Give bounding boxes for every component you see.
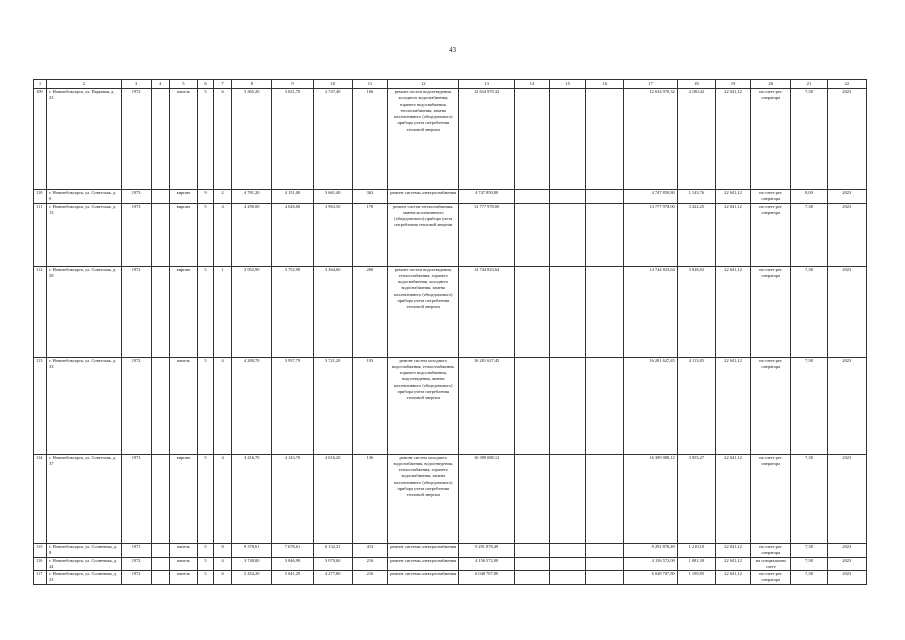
works-cell: ремонт систем холодного водоснабжения, теплоснабжения, горячего водоснабжения, водоотведения, замена коллективного (общедомового) прибора учета потребления тепловой энергии <box>388 357 459 454</box>
fund-method-cell: на счете рег. оператора <box>751 571 791 585</box>
total-area-cell: 3 952,90 <box>232 266 272 357</box>
living-area-cell: 4 143,70 <box>272 454 313 543</box>
floors-cell: 5 <box>197 266 213 357</box>
col21-cell: 7,38 <box>791 571 827 585</box>
column-number: 19 <box>715 80 750 89</box>
wall-material-cell: панель <box>169 357 197 454</box>
fund-cost-cell: 4 156 572,00 <box>624 557 677 571</box>
col15-cell <box>549 203 585 266</box>
entrances-cell: 8 <box>214 543 232 557</box>
completion-year-cell: 2023 <box>827 571 866 585</box>
cost-per-sqm-cell: 3 422,25 <box>677 203 715 266</box>
residents-cell: 362 <box>352 190 387 204</box>
table-row <box>34 89 867 190</box>
column-number: 5 <box>169 80 197 89</box>
wall-material-cell: панель <box>169 543 197 557</box>
table-row <box>34 190 867 204</box>
col4-cell <box>151 203 169 266</box>
cost-per-sqm-cell: 3 955,27 <box>677 454 715 543</box>
col14-cell <box>514 454 549 543</box>
works-cell: ремонт систем водоотведения, теплоснабжения, горячего водоснабжения, холодного водоснабжения, замена коллективного (общедомового) прибора учета потребления тепловой энергии <box>388 266 459 357</box>
build-year-cell: 1973 <box>121 190 151 204</box>
wall-material-cell: панель <box>169 571 197 585</box>
living-area-cell: 3 957,79 <box>272 357 313 454</box>
cost-per-sqm-cell: 4 180,42 <box>677 89 715 190</box>
fund-method-cell: на счете рег. оператора <box>751 190 791 204</box>
register-table <box>33 79 867 585</box>
column-number: 10 <box>313 80 352 89</box>
col21-cell: 7,38 <box>791 557 827 571</box>
entrances-cell: 4 <box>214 454 232 543</box>
total-area-cell: 5 454,20 <box>232 571 272 585</box>
cost-per-sqm-cell: 1 143,76 <box>677 190 715 204</box>
build-year-cell: 1972 <box>121 557 151 571</box>
row-number: 117 <box>34 571 47 585</box>
col16-cell <box>586 454 624 543</box>
col4-cell <box>151 557 169 571</box>
address-cell: г. Новочебоксарск, ул. Советская, д. 13 <box>47 203 121 266</box>
floors-cell: 9 <box>197 190 213 204</box>
cost-limit-cell: 22 041,12 <box>715 203 750 266</box>
floors-cell: 5 <box>197 89 213 190</box>
entrances-cell: 4 <box>214 203 232 266</box>
works-cell: ремонт системы электроснабжения <box>388 543 459 557</box>
col14-cell <box>514 543 549 557</box>
build-year-cell: 1972 <box>121 266 151 357</box>
fund-method-cell: на счете рег. оператора <box>751 357 791 454</box>
col21-cell: 8,00 <box>791 190 827 204</box>
total-area-cell: 4 416,70 <box>232 454 272 543</box>
cost-limit-cell: 22 041,12 <box>715 571 750 585</box>
address-cell: г. Новочебоксарск, ул. Советская, д. 37 <box>47 454 121 543</box>
completion-year-cell: 2023 <box>827 266 866 357</box>
col14-cell <box>514 266 549 357</box>
row-number: 111 <box>34 203 47 266</box>
col4-cell <box>151 89 169 190</box>
col21-cell: 7,38 <box>791 203 827 266</box>
living-area-cell: 7 678,61 <box>272 543 313 557</box>
living-area-cell: 4 026,00 <box>272 203 313 266</box>
row-number: 112 <box>34 266 47 357</box>
fund-cost-cell: 6 048 707,80 <box>624 571 677 585</box>
col16-cell <box>586 266 624 357</box>
completion-year-cell: 2023 <box>827 454 866 543</box>
wall-material-cell: панель <box>169 89 197 190</box>
residents-cell: 136 <box>352 454 387 543</box>
col21-cell: 7,38 <box>791 89 827 190</box>
entrances-cell: 4 <box>214 357 232 454</box>
floors-cell: 5 <box>197 357 213 454</box>
living-area-cell: 3 752,90 <box>272 266 313 357</box>
address-cell: г. Новочебоксарск, ул. Советская, д. 9 <box>47 190 121 204</box>
entrances-cell: 1 <box>214 266 232 357</box>
column-number: 21 <box>791 80 827 89</box>
floors-cell: 5 <box>197 557 213 571</box>
total-cost-cell: 14 744 823,64 <box>459 266 514 357</box>
col4-cell <box>151 266 169 357</box>
col14-cell <box>514 571 549 585</box>
fund-cost-cell: 14 744 823,64 <box>624 266 677 357</box>
col14-cell <box>514 357 549 454</box>
build-year-cell: 1971 <box>121 543 151 557</box>
completion-year-cell: 2023 <box>827 203 866 266</box>
col4-cell <box>151 571 169 585</box>
floors-cell: 5 <box>197 203 213 266</box>
living-area-cell: 5 041,29 <box>272 571 313 585</box>
column-number: 6 <box>197 80 213 89</box>
cost-limit-cell: 22 041,12 <box>715 454 750 543</box>
fund-method-cell: на счете рег. оператора <box>751 454 791 543</box>
residential-area-cell: 3 721,20 <box>313 357 352 454</box>
fund-cost-cell: 16 281 627,45 <box>624 357 677 454</box>
fund-cost-cell: 9 291 878,49 <box>624 543 677 557</box>
col15-cell <box>549 266 585 357</box>
col16-cell <box>586 203 624 266</box>
cost-per-sqm-cell: 1 199,85 <box>677 571 715 585</box>
total-cost-cell: 4 156 572,00 <box>459 557 514 571</box>
living-area-cell: 3 846,90 <box>272 557 313 571</box>
table-row <box>34 557 867 571</box>
total-cost-cell: 4 747 850,80 <box>459 190 514 204</box>
table-row <box>34 571 867 585</box>
cost-limit-cell: 22 041,12 <box>715 190 750 204</box>
col16-cell <box>586 557 624 571</box>
fund-method-cell: на специальном счете <box>751 557 791 571</box>
residential-area-cell: 3 364,60 <box>313 266 352 357</box>
works-cell: ремонт системы электроснабжения <box>388 557 459 571</box>
residents-cell: 216 <box>352 557 387 571</box>
residents-cell: 193 <box>352 357 387 454</box>
col14-cell <box>514 557 549 571</box>
column-number: 1 <box>34 80 47 89</box>
col16-cell <box>586 543 624 557</box>
col15-cell <box>549 190 585 204</box>
total-cost-cell: 16 281 627,45 <box>459 357 514 454</box>
cost-per-sqm-cell: 1 210,10 <box>677 543 715 557</box>
residential-area-cell: 4 277,80 <box>313 571 352 585</box>
column-number: 4 <box>151 80 169 89</box>
col16-cell <box>586 89 624 190</box>
wall-material-cell: кирпич <box>169 190 197 204</box>
entrances-cell: 6 <box>214 571 232 585</box>
col4-cell <box>151 357 169 454</box>
row-number: 114 <box>34 454 47 543</box>
col21-cell: 7,38 <box>791 454 827 543</box>
works-cell: ремонт систем водоотведения, холодного водоснабжения, горячего водоснабжения, теплоснабжения, замена коллективного (общедомового) прибора учета потребления тепловой энергии <box>388 89 459 190</box>
address-cell: г. Новочебоксарск, ул. Солнечная, д. 24 <box>47 557 121 571</box>
column-number: 8 <box>232 80 272 89</box>
total-cost-cell: 13 777 978,00 <box>459 203 514 266</box>
cost-limit-cell: 22 041,12 <box>715 357 750 454</box>
total-cost-cell: 16 389 088,12 <box>459 454 514 543</box>
living-area-cell: 4 151,00 <box>272 190 313 204</box>
wall-material-cell: кирпич <box>169 203 197 266</box>
row-number: 115 <box>34 543 47 557</box>
completion-year-cell: 2023 <box>827 89 866 190</box>
column-number: 17 <box>624 80 677 89</box>
fund-method-cell: на счете рег. оператора <box>751 89 791 190</box>
works-cell: ремонт системы электроснабжения <box>388 190 459 204</box>
total-area-cell: 3 365,20 <box>232 89 272 190</box>
column-number: 11 <box>352 80 387 89</box>
col16-cell <box>586 357 624 454</box>
column-number: 12 <box>388 80 459 89</box>
row-number: 113 <box>34 357 47 454</box>
column-number: 20 <box>751 80 791 89</box>
table-row <box>34 543 867 557</box>
residents-cell: 178 <box>352 203 387 266</box>
col15-cell <box>549 543 585 557</box>
residential-area-cell: 4 016,20 <box>313 454 352 543</box>
column-number: 2 <box>47 80 121 89</box>
total-cost-cell: 6 048 707,80 <box>459 571 514 585</box>
total-area-cell: 4 781,20 <box>232 190 272 204</box>
floors-cell: 5 <box>197 571 213 585</box>
residents-cell: 260 <box>352 266 387 357</box>
fund-cost-cell: 4 747 850,80 <box>624 190 677 204</box>
cost-limit-cell: 22 041,12 <box>715 89 750 190</box>
completion-year-cell: 2023 <box>827 190 866 204</box>
col4-cell <box>151 190 169 204</box>
residential-area-cell: 3 070,60 <box>313 557 352 571</box>
living-area-cell: 3 021,70 <box>272 89 313 190</box>
cost-limit-cell: 22 041,12 <box>715 557 750 571</box>
col4-cell <box>151 454 169 543</box>
total-cost-cell: 12 634 970,32 <box>459 89 514 190</box>
col15-cell <box>549 89 585 190</box>
cost-per-sqm-cell: 4 113,85 <box>677 357 715 454</box>
table-row <box>34 357 867 454</box>
row-number: 110 <box>34 190 47 204</box>
cost-limit-cell: 22 041,12 <box>715 543 750 557</box>
build-year-cell: 1972 <box>121 89 151 190</box>
residential-area-cell: 3 661,40 <box>313 190 352 204</box>
entrances-cell: 4 <box>214 557 232 571</box>
page-number: 43 <box>449 46 456 54</box>
column-number: 7 <box>214 80 232 89</box>
fund-cost-cell: 13 777 978,00 <box>624 203 677 266</box>
total-area-cell: 3 748,00 <box>232 557 272 571</box>
col15-cell <box>549 357 585 454</box>
total-area-cell: 8 378,61 <box>232 543 272 557</box>
works-cell: ремонт систем теплоснабжения, замена коллективного (общедомового) прибора учета потребления тепловой энергии <box>388 203 459 266</box>
entrances-cell: 2 <box>214 190 232 204</box>
col21-cell: 7,38 <box>791 357 827 454</box>
column-number: 18 <box>677 80 715 89</box>
residents-cell: 216 <box>352 571 387 585</box>
floors-cell: 5 <box>197 454 213 543</box>
col21-cell: 7,38 <box>791 266 827 357</box>
col16-cell <box>586 190 624 204</box>
wall-material-cell: кирпич <box>169 266 197 357</box>
wall-material-cell: панель <box>169 557 197 571</box>
col14-cell <box>514 89 549 190</box>
fund-method-cell: на счете рег. оператора <box>751 266 791 357</box>
works-cell: ремонт системы электроснабжения <box>388 571 459 585</box>
cost-per-sqm-cell: 1 081,30 <box>677 557 715 571</box>
completion-year-cell: 2023 <box>827 557 866 571</box>
fund-method-cell: на счете рег. оператора <box>751 203 791 266</box>
cost-per-sqm-cell: 3 928,92 <box>677 266 715 357</box>
column-number-row <box>34 80 867 89</box>
completion-year-cell: 2023 <box>827 357 866 454</box>
address-cell: г. Новочебоксарск, ул. Солнечная, д. 23 <box>47 571 121 585</box>
fund-cost-cell: 16 389 088,12 <box>624 454 677 543</box>
column-number: 14 <box>514 80 549 89</box>
address-cell: г. Новочебоксарск, ул. Солнечная, д. 8 <box>47 543 121 557</box>
fund-cost-cell: 12 634 970,32 <box>624 89 677 190</box>
residents-cell: 166 <box>352 89 387 190</box>
entrances-cell: 6 <box>214 89 232 190</box>
completion-year-cell: 2023 <box>827 543 866 557</box>
residents-cell: 413 <box>352 543 387 557</box>
build-year-cell: 1972 <box>121 571 151 585</box>
column-number: 13 <box>459 80 514 89</box>
col4-cell <box>151 543 169 557</box>
address-cell: г. Новочебоксарск, ул. Советская, д. 33 <box>47 357 121 454</box>
residential-area-cell: 3 963,50 <box>313 203 352 266</box>
cost-limit-cell: 22 041,12 <box>715 266 750 357</box>
col15-cell <box>549 571 585 585</box>
address-cell: г. Новочебоксарск, ул. Парковая, д. 23 <box>47 89 121 190</box>
total-cost-cell: 9 291 878,49 <box>459 543 514 557</box>
works-cell: ремонт систем холодного водоснабжения, водоотведения, теплоснабжения, горячего водоснабжения, замена коллективного (общедомового) прибора учета потребления тепловой энергии <box>388 454 459 543</box>
column-number: 9 <box>272 80 313 89</box>
table-row <box>34 203 867 266</box>
build-year-cell: 1973 <box>121 203 151 266</box>
col14-cell <box>514 190 549 204</box>
residential-area-cell: 2 747,40 <box>313 89 352 190</box>
column-number: 3 <box>121 80 151 89</box>
wall-material-cell: кирпич <box>169 454 197 543</box>
row-number: 109 <box>34 89 47 190</box>
total-area-cell: 4 280,70 <box>232 357 272 454</box>
column-number: 16 <box>586 80 624 89</box>
address-cell: г. Новочебоксарск, ул. Советская, д. 29 <box>47 266 121 357</box>
col15-cell <box>549 557 585 571</box>
col15-cell <box>549 454 585 543</box>
table-row <box>34 266 867 357</box>
build-year-cell: 1973 <box>121 454 151 543</box>
residential-area-cell: 6 132,21 <box>313 543 352 557</box>
build-year-cell: 1972 <box>121 357 151 454</box>
total-area-cell: 4 290,00 <box>232 203 272 266</box>
col21-cell: 7,38 <box>791 543 827 557</box>
row-number: 116 <box>34 557 47 571</box>
column-number: 15 <box>549 80 585 89</box>
column-number: 22 <box>827 80 866 89</box>
col14-cell <box>514 203 549 266</box>
table-row <box>34 454 867 543</box>
col16-cell <box>586 571 624 585</box>
floors-cell: 5 <box>197 543 213 557</box>
fund-method-cell: на счете рег. оператора <box>751 543 791 557</box>
